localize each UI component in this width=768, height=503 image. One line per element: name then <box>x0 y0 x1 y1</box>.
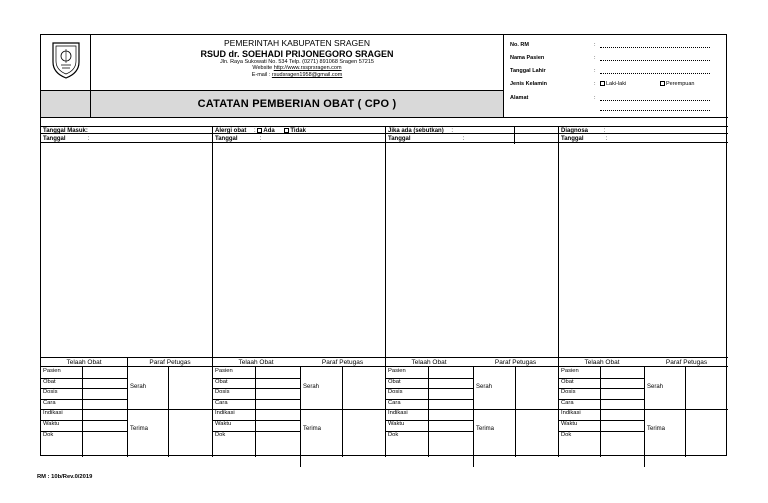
jika-ada-group: Jika ada (sebutkan) : <box>388 128 454 134</box>
telaah-item-2-5: Indikasi <box>215 410 235 417</box>
email-link[interactable]: rsudsragen1958@gmail.com <box>271 71 343 78</box>
jenis-kelamin-label: Jenis Kelamin <box>510 81 547 87</box>
telaah-item-4-4: Cara <box>561 399 574 406</box>
form-code: RM : 10b/Rev.0/2019 <box>37 474 93 480</box>
tanggal-masuk-label: Tanggal Masuk: <box>43 128 88 134</box>
tanggal-col-1: Tanggal : <box>43 136 90 142</box>
perempuan-checkbox[interactable] <box>660 81 665 86</box>
medication-area-2[interactable] <box>213 144 386 357</box>
website-label: Website <box>252 65 273 72</box>
nama-label: Nama Pasien <box>510 55 545 61</box>
telaah-check-3-4[interactable] <box>428 399 473 410</box>
medication-area-4[interactable] <box>559 144 728 357</box>
tidak-option[interactable]: Tidak <box>284 128 306 134</box>
telaah-item-3-3: Dosis <box>388 389 403 396</box>
telaah-item-3-7: Dok <box>388 431 399 438</box>
telaah-item-2-3: Dosis <box>215 389 230 396</box>
telaah-item-1-5: Indikasi <box>43 410 63 417</box>
no-rm-field[interactable] <box>600 42 710 48</box>
telaah-check-2-1[interactable] <box>255 367 300 378</box>
telaah-check-3-7[interactable] <box>428 431 473 442</box>
serah-label-4: Serah <box>647 383 664 390</box>
telaah-title-2: Telaah Obat <box>238 359 274 366</box>
medication-area-1[interactable] <box>41 144 213 357</box>
telaah-check-2-2[interactable] <box>255 378 300 389</box>
paraf-title-3: Paraf Petugas <box>494 359 537 366</box>
telaah-item-4-7: Dok <box>561 431 572 438</box>
tanggal-col-2: Tanggal : <box>215 136 262 142</box>
regency-emblem-icon <box>50 40 82 80</box>
telaah-check-4-1[interactable] <box>600 367 644 378</box>
telaah-check-1-3[interactable] <box>82 388 127 399</box>
telaah-item-1-1: Pasien <box>43 368 61 374</box>
telaah-item-4-2: Obat <box>561 378 574 385</box>
serah-signature-1[interactable] <box>168 367 213 409</box>
telaah-check-4-6[interactable] <box>600 420 644 431</box>
telaah-item-3-5: Indikasi <box>388 410 408 417</box>
telaah-item-2-4: Cara <box>215 399 228 406</box>
no-rm-label: No. RM <box>510 42 529 48</box>
telaah-check-4-2[interactable] <box>600 378 644 389</box>
diagnosa-group: Diagnosa : <box>561 128 606 134</box>
medication-area-3[interactable] <box>386 144 559 357</box>
terima-label-4: Terima <box>647 426 666 433</box>
hospital-email <box>91 72 503 78</box>
website-link[interactable]: http://www.rssprsragen.com <box>273 65 342 72</box>
title-band <box>41 91 503 118</box>
telaah-check-4-5[interactable] <box>600 409 644 420</box>
telaah-item-4-5: Indikasi <box>561 410 581 417</box>
telaah-title-4: Telaah Obat <box>584 359 620 366</box>
paraf-title-2: Paraf Petugas <box>321 359 364 366</box>
terima-label-3: Terima <box>476 426 495 433</box>
telaah-check-1-1[interactable] <box>82 367 127 378</box>
terima-signature-4[interactable] <box>685 409 728 441</box>
telaah-item-2-7: Dok <box>215 431 226 438</box>
ada-option[interactable]: Ada <box>257 128 274 134</box>
terima-label-2: Terima <box>303 426 322 433</box>
telaah-check-3-1[interactable] <box>428 367 473 378</box>
patient-identity: No. RM : Nama Pasien : Tanggal Lahir : Jenis Kelamin : Laki-laki Perempuan Alamat : <box>503 35 728 118</box>
telaah-item-1-4: Cara <box>43 399 56 406</box>
telaah-check-2-5[interactable] <box>255 409 300 420</box>
telaah-check-2-3[interactable] <box>255 388 300 399</box>
laki-option[interactable]: Laki-laki <box>600 81 626 87</box>
form-title: CATATAN PEMBERIAN OBAT ( CPO ) <box>197 98 397 110</box>
hospital-info <box>91 39 503 78</box>
diagnosa-label: Diagnosa <box>561 128 589 134</box>
telaah-check-2-7[interactable] <box>255 431 300 442</box>
telaah-item-3-2: Obat <box>388 378 401 385</box>
alamat-field-2[interactable] <box>600 110 710 111</box>
terima-signature-3[interactable] <box>515 409 559 441</box>
telaah-item-1-6: Waktu <box>43 421 60 427</box>
telaah-item-2-2: Obat <box>215 378 228 385</box>
telaah-item-4-1: Pasien <box>561 368 579 374</box>
paraf-title-4: Paraf Petugas <box>665 359 708 366</box>
telaah-check-3-3[interactable] <box>428 388 473 399</box>
serah-label-2: Serah <box>303 383 320 390</box>
government-name: PEMERINTAH KABUPATEN SRAGEN <box>224 38 370 48</box>
tanggal-col-3: Tanggal : <box>388 136 465 142</box>
telaah-item-3-6: Waktu <box>388 421 405 427</box>
terima-signature-1[interactable] <box>168 409 213 441</box>
telaah-item-4-6: Waktu <box>561 421 578 427</box>
telaah-item-3-4: Cara <box>388 399 401 406</box>
alergi-label: Alergi obat <box>215 128 247 134</box>
terima-label-1: Terima <box>130 426 149 433</box>
tanggal-lahir-label: Tanggal Lahir <box>510 68 546 74</box>
telaah-check-3-5[interactable] <box>428 409 473 420</box>
serah-signature-2[interactable] <box>342 367 386 409</box>
telaah-item-2-1: Pasien <box>215 368 233 374</box>
nama-field[interactable] <box>600 55 710 61</box>
telaah-item-1-3: Dosis <box>43 389 58 396</box>
alamat-label: Alamat <box>510 95 529 101</box>
telaah-item-2-6: Waktu <box>215 421 232 427</box>
telaah-check-1-4[interactable] <box>82 399 127 410</box>
alergi-group: Alergi obat : Ada Tidak <box>215 128 306 134</box>
telaah-check-1-6[interactable] <box>82 420 127 431</box>
telaah-check-4-3[interactable] <box>600 388 644 399</box>
ada-checkbox[interactable] <box>257 128 262 133</box>
hospital-name: RSUD dr. SOEHADI PRIJONEGORO SRAGEN <box>200 48 394 59</box>
telaah-check-3-6[interactable] <box>428 420 473 431</box>
telaah-item-1-2: Obat <box>43 378 56 385</box>
tanggal-lahir-field[interactable] <box>600 68 710 74</box>
serah-signature-4[interactable] <box>685 367 728 409</box>
telaah-title-3: Telaah Obat <box>411 359 447 366</box>
telaah-item-4-3: Dosis <box>561 389 576 396</box>
tanggal-col-4: Tanggal : <box>561 136 608 142</box>
serah-signature-3[interactable] <box>515 367 559 409</box>
alamat-field[interactable] <box>600 95 710 101</box>
jika-ada-label: Jika ada (sebutkan) <box>388 128 444 134</box>
telaah-check-4-7[interactable] <box>600 431 644 442</box>
hospital-address: Jln. Raya Sukowati No. 534 Telp. (0271) 891068 Sragen 57215 <box>219 59 374 66</box>
telaah-check-4-4[interactable] <box>600 399 644 410</box>
cpo-form <box>40 34 727 456</box>
telaah-item-3-1: Pasien <box>388 368 406 374</box>
serah-label-1: Serah <box>130 383 147 390</box>
terima-signature-2[interactable] <box>342 409 386 441</box>
perempuan-option[interactable]: Perempuan <box>660 81 694 87</box>
telaah-item-1-7: Dok <box>43 431 54 438</box>
tidak-checkbox[interactable] <box>284 128 289 133</box>
laki-checkbox[interactable] <box>600 81 605 86</box>
jenis-kelamin-row: Jenis Kelamin : Laki-laki Perempuan <box>510 81 695 87</box>
telaah-check-3-2[interactable] <box>428 378 473 389</box>
telaah-header <box>41 357 728 367</box>
hospital-header <box>41 35 503 91</box>
telaah-check-1-2[interactable] <box>82 378 127 389</box>
telaah-check-2-6[interactable] <box>255 420 300 431</box>
email-label: E-mail : <box>251 71 271 78</box>
telaah-title-1: Telaah Obat <box>66 359 102 366</box>
paraf-title-1: Paraf Petugas <box>149 359 191 366</box>
logo-box <box>41 35 91 91</box>
telaah-check-1-5[interactable] <box>82 409 127 420</box>
telaah-check-2-4[interactable] <box>255 399 300 410</box>
serah-label-3: Serah <box>476 383 493 390</box>
telaah-check-1-7[interactable] <box>82 431 127 442</box>
